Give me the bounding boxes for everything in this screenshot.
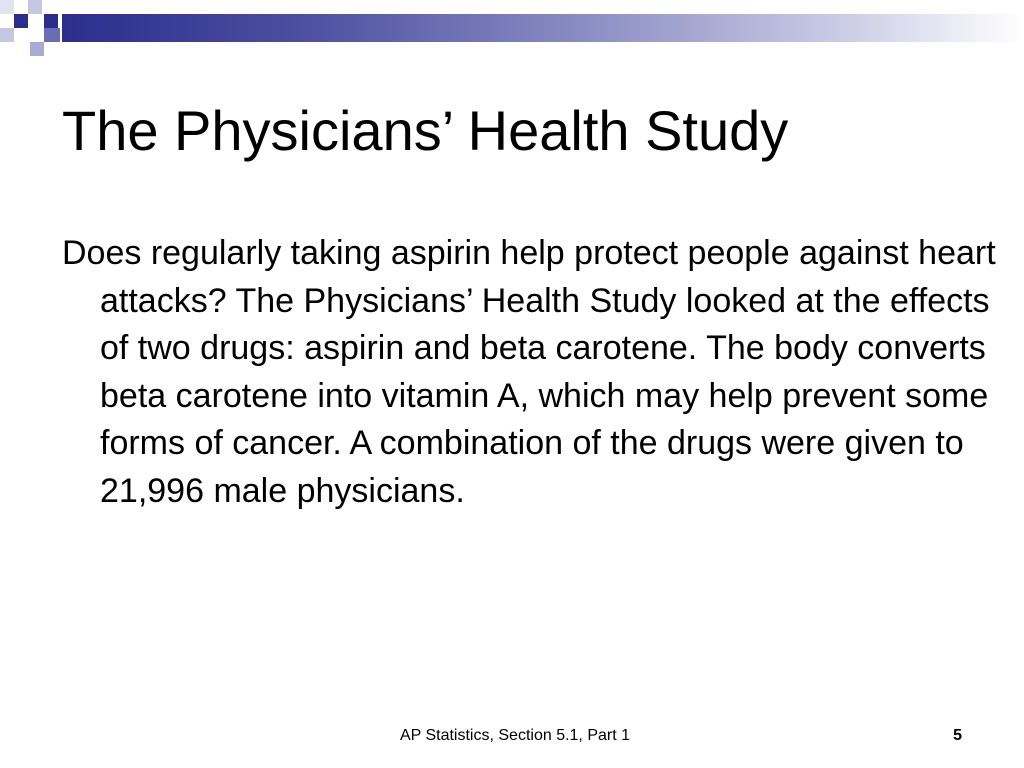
decor-square bbox=[44, 28, 60, 42]
decor-square bbox=[0, 0, 14, 14]
decor-square bbox=[30, 42, 44, 56]
slide-body-text: Does regularly taking aspirin help protect people against heart attacks? The Physicians’ Health Study looked at the effects of two drugs: aspirin and beta carotene. The body converts beta carotene into vitamin A, which may help prevent some forms of cancer. A combination of the drugs were given to 21,996 male physicians. bbox=[62, 234, 996, 510]
header-decoration bbox=[0, 0, 1024, 70]
decor-square bbox=[0, 28, 14, 42]
slide-footer: AP Statistics, Section 5.1, Part 1 bbox=[399, 727, 631, 744]
page-number: 5 bbox=[953, 727, 962, 744]
decor-square bbox=[14, 14, 28, 28]
decor-square bbox=[44, 14, 58, 28]
slide-title: The Physicians’ Health Study bbox=[62, 99, 789, 162]
decor-square bbox=[28, 0, 42, 14]
gradient-band bbox=[62, 14, 1024, 42]
decor-square bbox=[16, 28, 30, 42]
